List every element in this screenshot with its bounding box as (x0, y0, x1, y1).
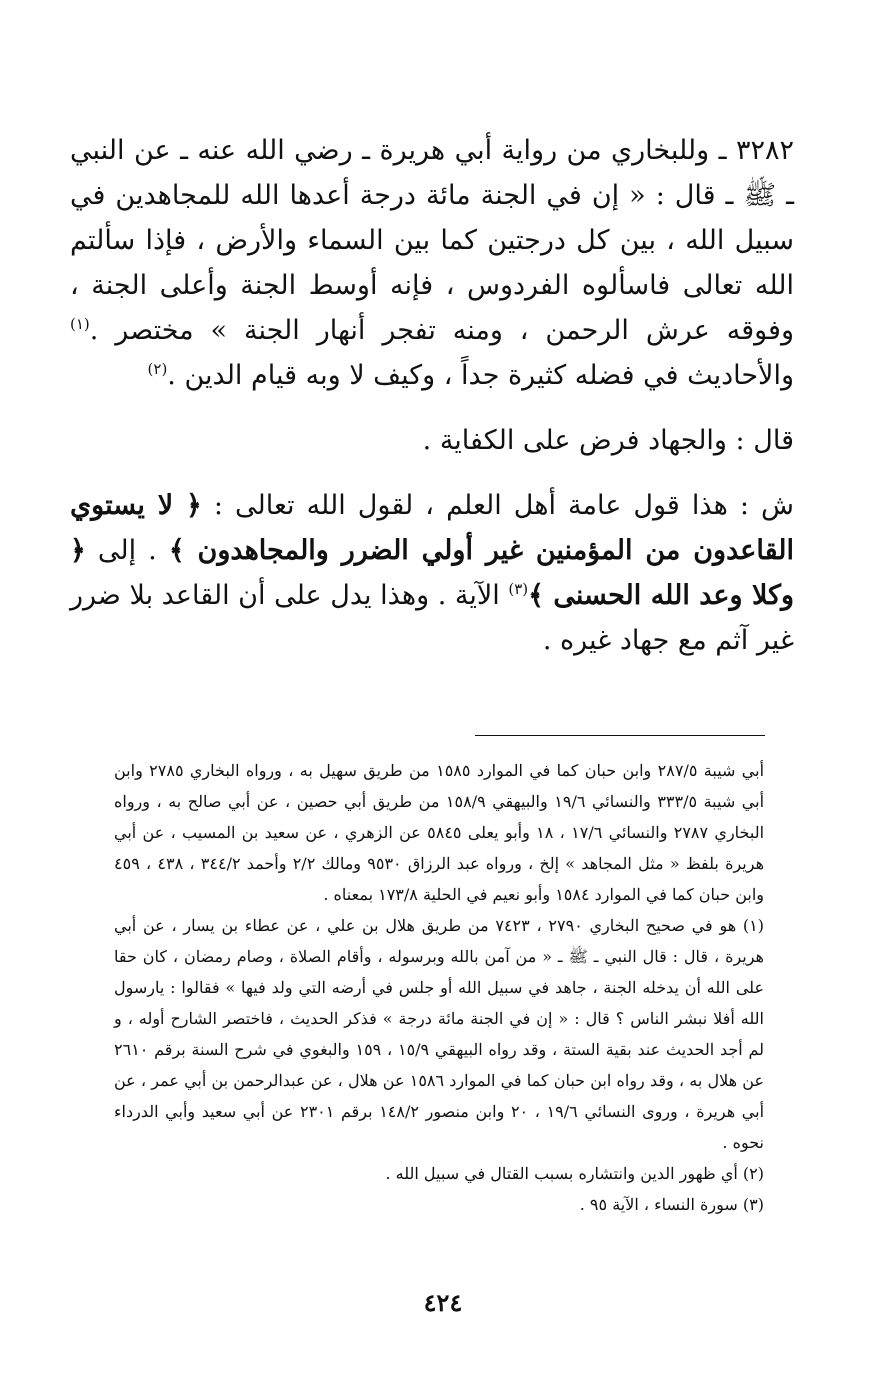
quran-verse-2: ﴿ وكلا وعد الله الحسنى ﴾ (70, 535, 794, 611)
footnote-continuation: أبي شيبة ٢٨٧/٥ وابن حبان كما في الموارد ١٥٨٥ من طريق سهيل به ، ورواه البخاري ٢٧٨٥ وابن أبي شيبة ٣٣٣/٥ والنسائي ١٩/٦ والبيهقي ١٥٨/٩ من طريق أبي حصين ، عن أبي صالح به ، ورواه البخاري ٢٧٨٧ والنسائي ١٧/٦ ، ١٨ وأبو يعلى ٥٨٤٥ عن الزهري ، عن سعيد بن المسيب ، عن أبي هريرة بلفظ « مثل المجاهد » إلخ ، ورواه عبد الرزاق ٩٥٣٠ ومالك ٢/٢ وأحمد ٣٤٤/٢ ، ٤٣٨ ، ٤٥٩ وابن حبان كما في الموارد ١٥٨٤ وأبو نعيم في الحلية ١٧٣/٨ بمعناه . (114, 761, 765, 904)
sharh-paragraph (70, 483, 794, 663)
sharh-end: الآية . وهذا يدل على أن القاعد بلا ضرر غير آثم مع جهاد غيره . (70, 580, 794, 656)
footnote-divider (475, 735, 765, 736)
footnotes (114, 755, 764, 1220)
footnote-ref-2[interactable]: (٢) (147, 360, 168, 378)
main-text (70, 128, 794, 663)
footnote-1: (١) هو في صحيح البخاري ٢٧٩٠ ، ٧٤٢٣ من طريق هلال بن علي ، عن عطاء بن يسار ، عن أبي هريرة ، قال : قال النبي ـ ﷺ ـ « من آمن بالله وبرسوله ، وأقام الصلاة ، وصام رمضان ، كان حقا على الله أن يدخله الجنة ، جاهد في سبيل الله أو جلس في أرضه التي ولد فيها » فقالوا : يارسول الله أفلا نبشر الناس ؟ قال : « إن في الجنة مائة درجة » فذكر الحديث ، فاختصر الشارح أوله ، و لم أجد الحديث عند بقية الستة ، وقد رواه البيهقي ١٥/٩ ، ١٥٩ والبغوي في شرح السنة برقم ٢٦١٠ عن هلال به ، وقد رواه ابن حبان كما في الموارد ١٥٨٦ عن هلال ، عن عبدالرحمن بن أبي عمر ، عن أبي هريرة ، وروى النسائي ١٩/٦ ، ٢٠ وابن منصور ١٤٨/٢ برقم ٢٣٠١ عن أبي سعيد وأبي الدرداء نحوه . (114, 916, 765, 1152)
hadith-paragraph (70, 128, 794, 398)
page-number: ٤٢٤ (423, 1288, 463, 1317)
sharh-mid: . إلى (85, 535, 169, 566)
footnote-3: (٣) سورة النساء ، الآية ٩٥ . (579, 1195, 764, 1214)
matn-text: قال : والجهاد فرض على الكفاية . (422, 425, 794, 456)
sharh-intro: ش : هذا قول عامة أهل العلم ، لقول الله تعالى : (201, 490, 794, 521)
quran-verse-1: ﴿ لا يستوي القاعدون من المؤمنين غير أولي الضرر والمجاهدون ﴾ (70, 490, 794, 566)
footnote-ref-3[interactable]: (٣) (508, 580, 529, 598)
footnote-ref-1[interactable]: (١) (70, 315, 90, 333)
footnote-2: (٢) أي ظهور الدين وانتشاره بسبب القتال في سبيل الله . (385, 1164, 764, 1183)
hadith-continuation: والأحاديث في فضله كثيرة جداً ، وكيف لا وبه قيام الدين . (167, 360, 794, 391)
hadith-text: ٣٢٨٢ ـ وللبخاري من رواية أبي هريرة ـ رضي الله عنه ـ عن النبي ـ ﷺ ـ قال : « إن في الجنة مائة درجة أعدها الله للمجاهدين في سبيل الله ، بين كل درجتين كما بين السماء والأرض ، فإذا سألتم الله تعالى فاسألوه الفردوس ، فإنه أوسط الجنة وأعلى الجنة ، وفوقه عرش الرحمن ، ومنه تفجر أنهار الجنة » مختصر . (70, 135, 794, 346)
matn-paragraph (70, 418, 794, 463)
